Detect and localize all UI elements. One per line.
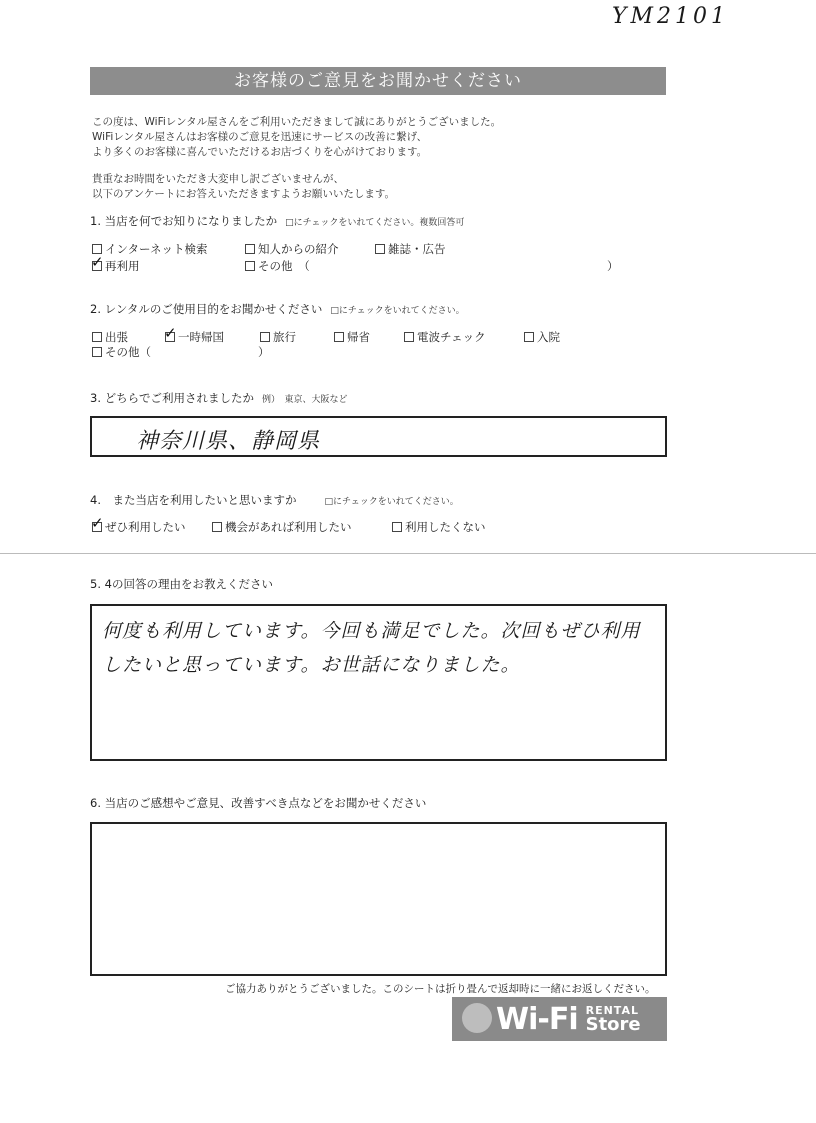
logo-store-text: Store xyxy=(585,1013,641,1035)
logo-wifi-text: Wi-Fi xyxy=(496,1001,578,1037)
q1-option-internet[interactable]: インターネット検索 xyxy=(92,241,207,257)
intro-line: より多くのお客様に喜んでいただけるお店づくりを心がけております。 xyxy=(92,146,428,158)
question-1-note: □にチェックをいれてください。複数回答可 xyxy=(285,218,465,228)
q2-other-close-paren: ） xyxy=(258,345,270,359)
question-4-note: □にチェックをいれてください。 xyxy=(324,497,459,507)
question-2-label: 2. レンタルのご使用目的をお聞かせください xyxy=(90,302,323,316)
question-2-note: □にチェックをいれてください。 xyxy=(330,306,465,316)
q2-option-business[interactable]: 出張 xyxy=(92,329,128,345)
question-5 xyxy=(90,576,273,592)
q2-option-return-home[interactable]: 帰省 xyxy=(334,329,370,345)
scan-id-handwritten: YM2101 xyxy=(612,4,730,29)
question-3-label: 3. どちらでご利用されましたか xyxy=(90,391,255,405)
intro-line: WiFiレンタル屋さんはお客様のご意見を迅速にサービスの改善に繋げ、 xyxy=(92,131,428,143)
logo-right xyxy=(586,1005,641,1034)
q1-option-magazine[interactable]: 雑誌・広告 xyxy=(375,241,446,257)
mascot-icon xyxy=(462,1003,492,1033)
q5-answer-box[interactable] xyxy=(90,604,667,761)
q3-answer-handwritten: 神奈川県、静岡県 xyxy=(136,429,321,454)
checkbox[interactable] xyxy=(334,332,344,342)
q2-option-other[interactable]: その他（ xyxy=(92,344,151,360)
q4-option-definitely[interactable]: ✓ぜひ利用したい xyxy=(92,519,186,535)
checkbox[interactable] xyxy=(212,522,222,532)
checkbox-checked[interactable] xyxy=(165,332,175,342)
checkbox[interactable] xyxy=(524,332,534,342)
q6-answer-box[interactable] xyxy=(90,822,667,976)
intro-line: 以下のアンケートにお答えいただきますようお願いいたします。 xyxy=(92,188,396,200)
checkbox-checked[interactable] xyxy=(92,261,102,271)
checkbox[interactable] xyxy=(245,244,255,254)
question-2 xyxy=(90,301,465,317)
footer-note: ご協力ありがとうございました。このシートは折り畳んで返却時に一緒にお返しください。 xyxy=(225,983,656,995)
divider xyxy=(0,553,816,554)
q4-option-no[interactable]: 利用したくない xyxy=(392,519,486,535)
q5-answer-line: したいと思っています。お世話になりました。 xyxy=(102,654,521,676)
q2-option-hospital[interactable]: 入院 xyxy=(524,329,560,345)
checkbox[interactable] xyxy=(260,332,270,342)
q3-answer-box[interactable] xyxy=(90,416,667,457)
checkbox[interactable] xyxy=(92,332,102,342)
question-6 xyxy=(90,795,426,811)
question-1 xyxy=(90,213,464,229)
question-1-label: 1. 当店を何でお知りになりましたか xyxy=(90,214,278,228)
survey-title: お客様のご意見をお聞かせください xyxy=(90,67,666,95)
intro-line: 貴重なお時間をいただき大変申し訳ございませんが、 xyxy=(92,173,344,185)
q1-other-close-paren: ） xyxy=(607,259,619,273)
question-3 xyxy=(90,390,348,406)
q1-option-referral[interactable]: 知人からの紹介 xyxy=(245,241,339,257)
checkbox-checked[interactable] xyxy=(92,522,102,532)
checkbox[interactable] xyxy=(245,261,255,271)
checkbox[interactable] xyxy=(92,347,102,357)
logo-rental-text: RENTAL xyxy=(585,1003,639,1017)
intro-line: この度は、WiFiレンタル屋さんをご利用いただきまして誠にありがとうございました。 xyxy=(92,116,502,128)
question-4 xyxy=(90,492,459,508)
checkbox[interactable] xyxy=(392,522,402,532)
q2-option-homecoming[interactable]: ✓ 一時帰国 xyxy=(165,329,224,345)
q4-option-if-chance[interactable]: 機会があれば利用したい xyxy=(212,519,352,535)
wifi-rental-store-logo xyxy=(452,997,667,1041)
checkbox[interactable] xyxy=(404,332,414,342)
checkbox[interactable] xyxy=(375,244,385,254)
q1-option-other[interactable]: その他 （ xyxy=(245,258,310,274)
intro-text xyxy=(92,115,501,202)
q2-option-travel[interactable]: 旅行 xyxy=(260,329,296,345)
question-5-label: 5. 4の回答の理由をお教えください xyxy=(90,577,273,591)
question-4-label: 4. また当店を利用したいと思いますか xyxy=(90,493,297,507)
q1-option-reuse[interactable]: ✓再利用 xyxy=(92,258,140,274)
q5-answer-line: 何度も利用しています。今回も満足でした。次回もぜひ利用 xyxy=(102,620,641,642)
question-3-note: 例） 東京、大阪など xyxy=(262,395,348,405)
q2-option-signal-check[interactable]: 電波チェック xyxy=(404,329,486,345)
question-6-label: 6. 当店のご感想やご意見、改善すべき点などをお聞かせください xyxy=(90,796,427,810)
